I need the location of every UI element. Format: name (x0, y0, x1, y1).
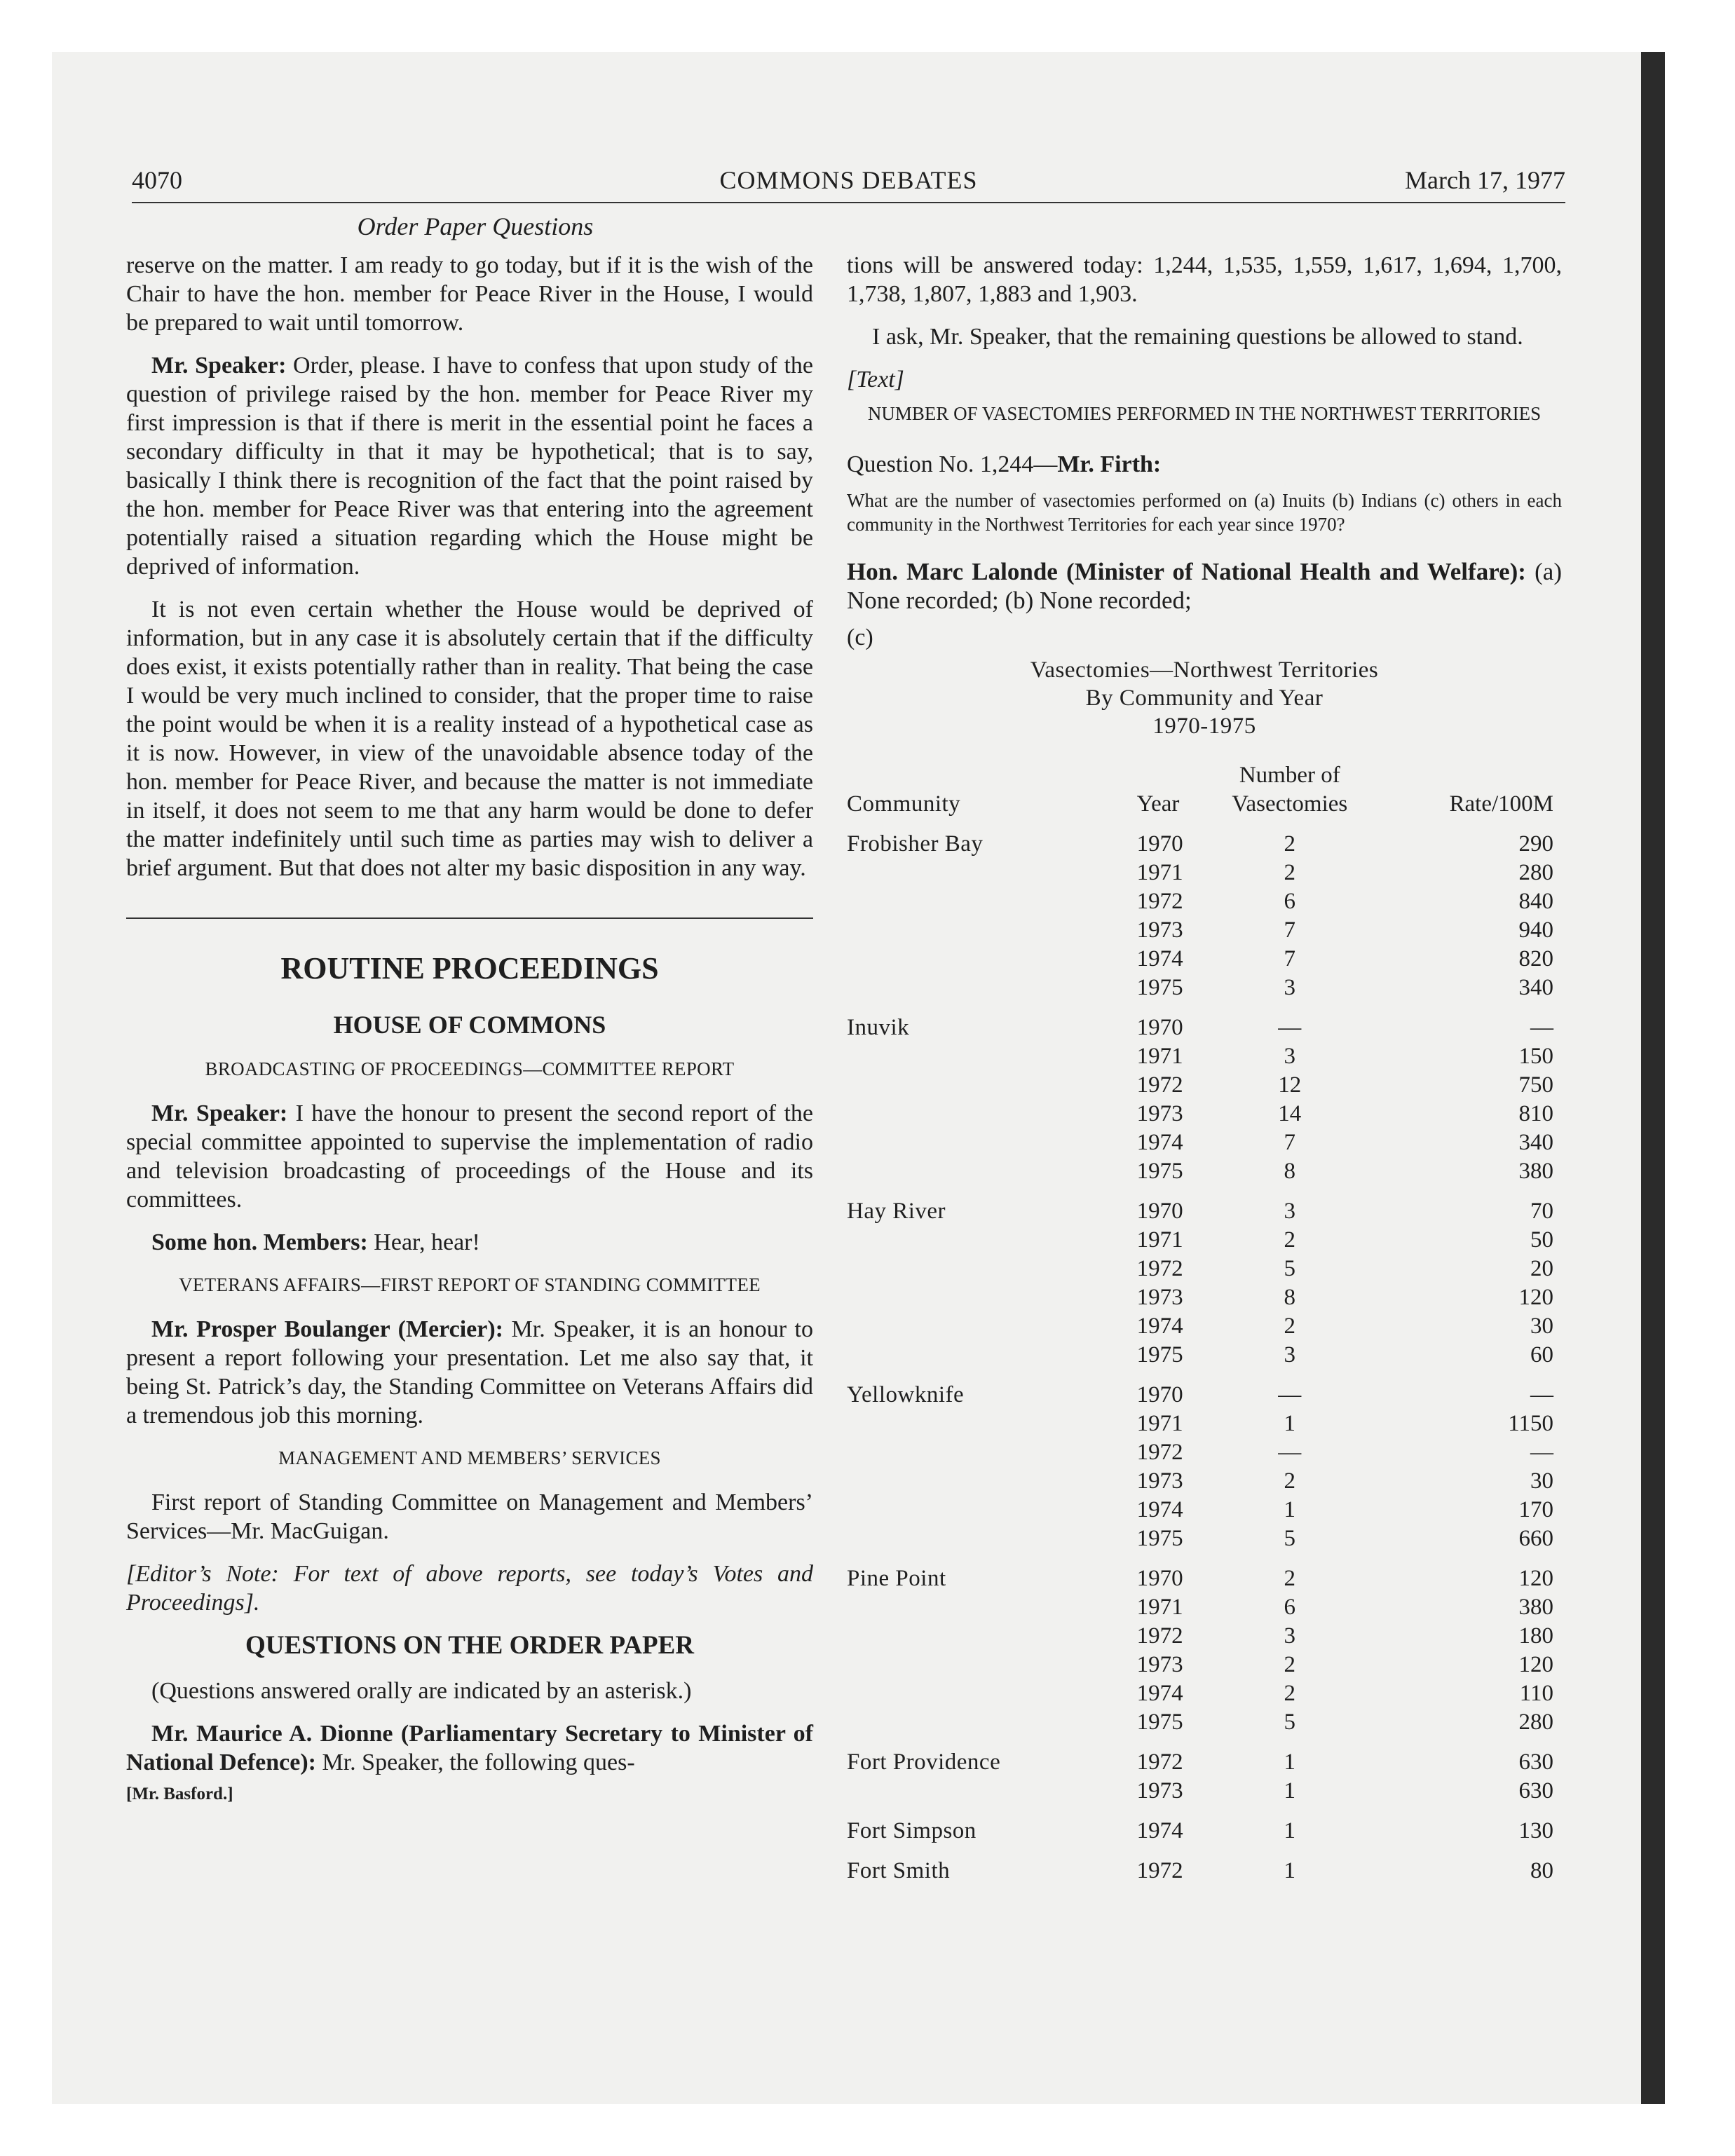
cell-community (847, 974, 1137, 1002)
cell-community (847, 1071, 1137, 1100)
cell-community: Hay River (847, 1199, 946, 1224)
cell-rate: — (1530, 1382, 1553, 1407)
table-row (847, 1737, 1562, 1777)
cell-number: 7 (1284, 917, 1295, 943)
cell-community (847, 1157, 1137, 1186)
question-number-text: Question No. 1,244— (847, 451, 1058, 477)
dionne-text: Mr. Speaker, the following ques- (322, 1749, 635, 1775)
cell-year: 1973 (1136, 1778, 1183, 1803)
question-number (847, 450, 1562, 479)
management-heading: MANAGEMENT AND MEMBERS’ SERVICES (278, 1447, 661, 1468)
speaker-paragraph (126, 1099, 813, 1214)
speaker-label: Mr. Speaker: (151, 353, 287, 378)
cell-community (847, 1467, 1137, 1496)
cell-number: 3 (1284, 975, 1295, 1000)
management-paragraph: First report of Standing Committee on Management and Members’ Services—Mr. MacGuigan. (126, 1489, 813, 1544)
cell-year: 1971 (1136, 1595, 1183, 1620)
members-paragraph (126, 1228, 813, 1257)
scan-edge-bar (1641, 52, 1665, 2104)
cell-year: 1973 (1136, 1285, 1183, 1310)
cell-rate: 630 (1518, 1778, 1553, 1803)
cell-community (847, 859, 1137, 887)
table-row (847, 1651, 1562, 1679)
table-row (847, 1002, 1562, 1042)
cell-number: 1 (1284, 1858, 1295, 1883)
cell-year: 1972 (1136, 1072, 1183, 1098)
page-number: 4070 (132, 166, 182, 194)
table-title-line: Vasectomies—Northwest Territories (1030, 657, 1379, 683)
col-year: Year (1136, 791, 1180, 817)
section-divider (126, 917, 813, 919)
cell-year: 1975 (1136, 1526, 1183, 1551)
cell-number: 1 (1284, 1497, 1295, 1522)
dionne-paragraph (126, 1719, 813, 1777)
cell-number: 8 (1284, 1285, 1295, 1310)
cell-rate: — (1530, 1440, 1553, 1465)
cell-rate: 1150 (1508, 1411, 1553, 1436)
cell-year: 1972 (1136, 1858, 1183, 1883)
cell-rate: 20 (1530, 1256, 1553, 1281)
cell-community (847, 1128, 1137, 1157)
cell-rate: 50 (1530, 1227, 1553, 1253)
cell-number: 1 (1284, 1818, 1295, 1843)
cell-rate: 170 (1518, 1497, 1553, 1522)
answer-text: (a) None recorded; (b) None recorded; (847, 558, 1562, 614)
cell-year: 1974 (1136, 1818, 1183, 1843)
text-tag: [Text] (847, 367, 904, 393)
cell-rate: — (1530, 1015, 1553, 1040)
table-row (847, 1157, 1562, 1186)
cell-rate: 70 (1530, 1199, 1553, 1224)
cell-number: 3 (1284, 1044, 1295, 1069)
cell-community (847, 1438, 1137, 1467)
cell-year: 1975 (1136, 1159, 1183, 1184)
table-row (847, 1496, 1562, 1524)
cell-number: — (1278, 1440, 1302, 1465)
cell-year: 1970 (1136, 1199, 1183, 1224)
cell-year: 1972 (1136, 1749, 1183, 1775)
members-text: Hear, hear! (374, 1229, 480, 1255)
cell-rate: 280 (1518, 860, 1553, 885)
table-row (847, 1806, 1562, 1845)
cell-community (847, 1593, 1137, 1622)
cell-number: 5 (1284, 1256, 1295, 1281)
boulanger-paragraph (126, 1315, 813, 1430)
cell-rate: 130 (1518, 1818, 1553, 1843)
paragraph: tions will be answered today: 1,244, 1,535, 1,559, 1,617, 1,694, 1,700, 1,738, 1,807, 1,883 and 1,903. (847, 252, 1562, 307)
table-row (847, 1438, 1562, 1467)
cell-community (847, 1255, 1137, 1283)
cell-community (847, 1622, 1137, 1651)
cell-number: 2 (1284, 1227, 1295, 1253)
cell-number: 12 (1278, 1072, 1302, 1098)
table-title-line: 1970-1975 (1152, 714, 1256, 739)
table-row (847, 1777, 1562, 1806)
cell-community: Fort Smith (847, 1858, 951, 1883)
cell-number: 2 (1284, 1314, 1295, 1339)
cell-number: — (1278, 1015, 1302, 1040)
cell-rate: 280 (1518, 1710, 1553, 1735)
answer-c: (c) (847, 625, 873, 650)
cell-year: 1972 (1136, 1623, 1183, 1649)
cell-number: 2 (1284, 1652, 1295, 1677)
cell-community (847, 1679, 1137, 1708)
members-label: Some hon. Members: (151, 1229, 368, 1255)
paragraph: reserve on the matter. I am ready to go today, but if it is the wish of the Chair to have the hon. member for Peace River in the House, I would be prepared to wait until tomorrow. (126, 252, 813, 336)
table-row (847, 819, 1562, 859)
cell-number: 2 (1284, 1681, 1295, 1706)
table-row (847, 1186, 1562, 1226)
cell-year: 1970 (1136, 831, 1183, 857)
cell-community (847, 1708, 1137, 1737)
cell-community (847, 1042, 1137, 1071)
cell-year: 1975 (1136, 975, 1183, 1000)
cell-rate: 110 (1519, 1681, 1553, 1706)
cell-community (847, 1283, 1137, 1312)
cell-number: 3 (1284, 1199, 1295, 1224)
cell-rate: 340 (1518, 975, 1553, 1000)
cell-number: 5 (1284, 1526, 1295, 1551)
cell-community: Inuvik (847, 1015, 910, 1040)
boulanger-text: Mr. Speaker, it is an honour to present a report following your presentation. Let me also say that, it being St. Patrick’s day, the Standing Committee on Veterans Affairs did a tremendous job this morning. (126, 1316, 814, 1428)
cell-rate: 120 (1518, 1652, 1553, 1677)
cell-year: 1973 (1136, 917, 1183, 943)
table-row (847, 974, 1562, 1002)
veterans-heading: VETERANS AFFAIRS—FIRST REPORT OF STANDING COMMITTEE (179, 1274, 761, 1295)
cell-community (847, 916, 1137, 945)
table-row (847, 1341, 1562, 1370)
cell-community (847, 1226, 1137, 1255)
table-row (847, 945, 1562, 974)
table-row (847, 1708, 1562, 1737)
cell-year: 1974 (1136, 1497, 1183, 1522)
col-number-top: Number of (1239, 763, 1340, 788)
cell-year: 1970 (1136, 1566, 1183, 1591)
cell-year: 1973 (1136, 1101, 1183, 1126)
editors-note: [Editor’s Note: For text of above reports, see today’s Votes and Proceedings]. (126, 1561, 813, 1616)
cell-rate: 380 (1518, 1595, 1553, 1620)
table-row (847, 859, 1562, 887)
table-body (847, 819, 1562, 1885)
cell-year: 1970 (1136, 1015, 1183, 1040)
table-row (847, 1679, 1562, 1708)
cell-rate: 60 (1530, 1342, 1553, 1367)
cell-rate: 30 (1530, 1314, 1553, 1339)
cell-number: — (1278, 1382, 1302, 1407)
cell-year: 1972 (1136, 1256, 1183, 1281)
qop-note: (Questions answered orally are indicated by an asterisk.) (151, 1678, 692, 1704)
table-row (847, 1255, 1562, 1283)
table-title-line: By Community and Year (1085, 685, 1324, 711)
cell-community (847, 1410, 1137, 1438)
cell-rate: 290 (1518, 831, 1553, 857)
table-row (847, 1593, 1562, 1622)
col-community: Community (847, 791, 961, 817)
cell-number: 2 (1284, 1468, 1295, 1494)
qop-heading: QUESTIONS ON THE ORDER PAPER (245, 1631, 695, 1660)
vasectomy-heading: NUMBER OF VASECTOMIES PERFORMED IN THE NORTHWEST TERRITORIES (867, 403, 1542, 424)
cell-year: 1971 (1136, 860, 1183, 885)
page-header (132, 160, 1565, 203)
col-number-bottom: Vasectomies (1232, 791, 1348, 817)
cell-rate: 810 (1518, 1101, 1553, 1126)
right-column (847, 251, 1562, 1885)
cell-rate: 180 (1518, 1623, 1553, 1649)
cell-community (847, 1341, 1137, 1370)
cell-year: 1971 (1136, 1044, 1183, 1069)
cell-rate: 660 (1518, 1526, 1553, 1551)
cell-number: 1 (1284, 1749, 1295, 1775)
col-number (1227, 761, 1353, 819)
house-heading: HOUSE OF COMMONS (333, 1011, 606, 1039)
cell-year: 1972 (1136, 889, 1183, 914)
cell-year: 1973 (1136, 1652, 1183, 1677)
cell-community (847, 1312, 1137, 1341)
boulanger-label: Mr. Prosper Boulanger (Mercier): (151, 1316, 503, 1342)
left-column (126, 251, 813, 1808)
answer-paragraph (847, 557, 1562, 615)
paragraph-text: Order, please. I have to confess that upon study of the question of privilege raised by the hon. member for Peace River my first impression is that if there is merit in the essential point he faces a secondary difficulty in that it may be hypothetical; that is to say, basically I think there is recognition of the fact that the point raised by the hon. member for Peace River was that entering into the agreement potentially raised a situation regarding which the House might be deprived of information. (126, 353, 813, 580)
cell-year: 1974 (1136, 946, 1183, 971)
table-row (847, 1283, 1562, 1312)
footer-note: [Mr. Basford.] (126, 1785, 233, 1803)
question-by: Mr. Firth: (1057, 451, 1162, 477)
table-row (847, 1226, 1562, 1255)
page-date: March 17, 1977 (1405, 166, 1565, 194)
cell-rate: 80 (1530, 1858, 1553, 1883)
cell-rate: 940 (1518, 917, 1553, 943)
cell-number: 2 (1284, 860, 1295, 885)
paragraph: I ask, Mr. Speaker, that the remaining questions be allowed to stand. (872, 324, 1523, 350)
cell-rate: 340 (1518, 1130, 1553, 1155)
cell-number: 7 (1284, 946, 1295, 971)
table-row (847, 1042, 1562, 1071)
table-row (847, 1071, 1562, 1100)
cell-rate: 630 (1518, 1749, 1553, 1775)
section-label: Order Paper Questions (357, 212, 594, 240)
table-title (847, 656, 1562, 740)
cell-community (847, 1100, 1137, 1128)
cell-number: 8 (1284, 1159, 1295, 1184)
cell-rate: 380 (1518, 1159, 1553, 1184)
cell-rate: 820 (1518, 946, 1553, 971)
table-row (847, 1410, 1562, 1438)
table-row (847, 1467, 1562, 1496)
cell-rate: 30 (1530, 1468, 1553, 1494)
cell-community: Frobisher Bay (847, 831, 984, 857)
speaker-label: Mr. Speaker: (151, 1100, 288, 1126)
cell-number: 3 (1284, 1623, 1295, 1649)
publication-title: COMMONS DEBATES (719, 166, 978, 194)
cell-year: 1973 (1136, 1468, 1183, 1494)
cell-number: 7 (1284, 1130, 1295, 1155)
cell-community (847, 1524, 1137, 1553)
table-row (847, 1128, 1562, 1157)
broadcast-heading: BROADCASTING OF PROCEEDINGS—COMMITTEE REPORT (205, 1058, 735, 1079)
cell-number: 5 (1284, 1710, 1295, 1735)
cell-number: 1 (1284, 1778, 1295, 1803)
cell-number: 1 (1284, 1411, 1295, 1436)
cell-community (847, 945, 1137, 974)
cell-number: 6 (1284, 1595, 1295, 1620)
paragraph: It is not even certain whether the House would be deprived of information, but in any case it is absolutely certain that if the difficulty does exist, it exists potentially rather than in reality. That being the case I would be very much inclined to consider, that the proper time to raise the point would be when it is a reality instead of a hypothetical case as it is now. However, in view of the unavoidable absence today of the hon. member for Peace River, and because the matter is not immediate in itself, it does not seem to me that any harm would be done to defer the matter indefinitely until such time as parties may wish to deliver a brief argument. But that does not alter my basic disposition in any way. (126, 596, 813, 881)
col-rate: Rate/100M (1449, 791, 1553, 817)
table-header-row (847, 761, 1562, 819)
cell-year: 1970 (1136, 1382, 1183, 1407)
paragraph-text: I have the honour to present the second report of the special committee appointed to supervise the implementation of radio and television broadcasting of proceedings of the House and its committees. (126, 1100, 813, 1213)
routine-heading: ROUTINE PROCEEDINGS (280, 951, 659, 985)
answer-by: Hon. Marc Lalonde (Minister of National Health and Welfare): (847, 558, 1526, 585)
cell-year: 1971 (1136, 1411, 1183, 1436)
cell-number: 6 (1284, 889, 1295, 914)
table-row (847, 1622, 1562, 1651)
table-row (847, 1553, 1562, 1593)
cell-community (847, 1777, 1137, 1806)
cell-year: 1975 (1136, 1342, 1183, 1367)
table-row (847, 916, 1562, 945)
cell-community: Yellowknife (847, 1382, 965, 1407)
table-row (847, 1845, 1562, 1885)
cell-year: 1972 (1136, 1440, 1183, 1465)
cell-community: Fort Simpson (847, 1818, 977, 1843)
cell-community: Pine Point (847, 1566, 946, 1591)
table-row (847, 1312, 1562, 1341)
cell-rate: 150 (1518, 1044, 1553, 1069)
question-text: What are the number of vasectomies performed on (a) Inuits (b) Indians (c) others in each community in the Northwest Territories for each year since 1970? (847, 490, 1562, 535)
cell-year: 1974 (1136, 1314, 1183, 1339)
cell-number: 14 (1278, 1101, 1302, 1126)
cell-community (847, 1496, 1137, 1524)
cell-rate: 120 (1518, 1285, 1553, 1310)
cell-year: 1975 (1136, 1710, 1183, 1735)
table-row (847, 1370, 1562, 1410)
cell-number: 2 (1284, 831, 1295, 857)
cell-rate: 120 (1518, 1566, 1553, 1591)
cell-community: Fort Providence (847, 1749, 1001, 1775)
speaker-paragraph (126, 351, 813, 581)
cell-rate: 840 (1518, 889, 1553, 914)
table-row (847, 887, 1562, 916)
table-row (847, 1100, 1562, 1128)
cell-community (847, 1651, 1137, 1679)
cell-community (847, 887, 1137, 916)
cell-rate: 750 (1518, 1072, 1553, 1098)
cell-year: 1974 (1136, 1681, 1183, 1706)
dionne-label: Mr. Maurice A. Dionne (Parliamentary Secretary to Minister of National Defence): (126, 1721, 813, 1775)
cell-year: 1974 (1136, 1130, 1183, 1155)
cell-year: 1971 (1136, 1227, 1183, 1253)
cell-number: 3 (1284, 1342, 1295, 1367)
cell-number: 2 (1284, 1566, 1295, 1591)
table-row (847, 1524, 1562, 1553)
vasectomy-table (847, 761, 1562, 1885)
